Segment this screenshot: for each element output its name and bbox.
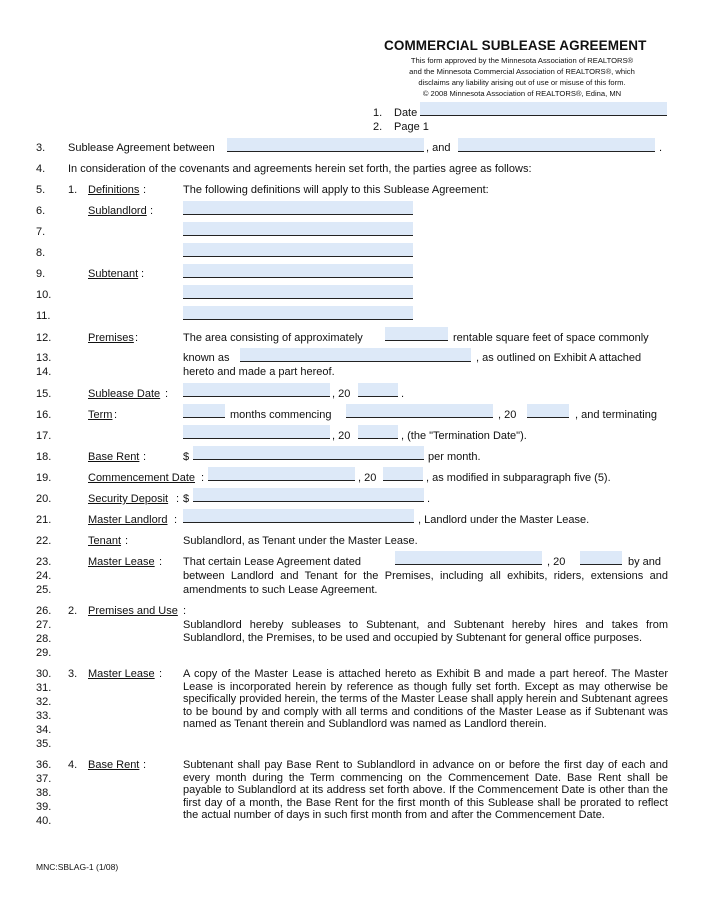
term-text: months commencing <box>230 409 332 421</box>
line-number: 15. <box>36 388 52 400</box>
premises-text: rentable square feet of space commonly <box>453 332 649 344</box>
copyright-line: © 2008 Minnesota Association of REALTORS®, Edina, MN <box>422 89 622 98</box>
commencement-note: , as modified in subparagraph five (5). <box>426 472 611 484</box>
and-text: , and <box>426 142 451 154</box>
line-number: 21. <box>36 514 52 526</box>
line-number: 25. <box>36 584 52 596</box>
year-prefix: , 20 <box>498 409 517 421</box>
master-landlord-note: , Landlord under the Master Lease. <box>418 514 590 526</box>
approval-line-1: This form approved by the Minnesota Association of REALTORS® <box>410 56 634 65</box>
colon: : <box>141 268 145 280</box>
premises-and-use-text: Sublandlord hereby subleases to Subtenant, and Subtenant hereby hires and takes from Sublandlord, the Premises, to be used and occupied by Subtenant for general office purposes. <box>183 619 668 644</box>
colon: : <box>125 535 129 547</box>
base-rent-heading: Base Rent <box>88 759 140 771</box>
section-number: 4. <box>68 759 78 771</box>
premises-text: The area consisting of approximately <box>183 332 363 344</box>
master-lease-label: Master Lease <box>88 556 155 568</box>
premises-and-use-heading: Premises and Use <box>88 605 178 617</box>
master-landlord-field[interactable] <box>183 509 414 523</box>
dollar-sign: $ <box>183 493 190 505</box>
sublandlord-label: Sublandlord <box>88 205 147 217</box>
line-number: 3. <box>36 142 46 154</box>
line-number: 27. <box>36 619 52 631</box>
line-number: 31. <box>36 682 52 694</box>
subtenant-party-field[interactable] <box>458 138 655 152</box>
approval-line-3: disclaims any liability arising out of use or misuse of this form. <box>418 78 626 87</box>
period: . <box>659 142 663 154</box>
line-number: 33. <box>36 710 52 722</box>
line-number: 11. <box>36 310 51 322</box>
colon: : <box>183 605 187 617</box>
section-number: 1. <box>68 184 78 196</box>
lease-date-field[interactable] <box>395 551 542 565</box>
date-label: Date <box>394 107 418 119</box>
page-label: Page 1 <box>394 121 429 133</box>
tenant-label: Tenant <box>88 535 122 547</box>
commencement-year-field[interactable] <box>383 467 423 481</box>
line-number: 28. <box>36 633 52 645</box>
year-prefix: , 20 <box>358 472 377 484</box>
line-number: 38. <box>36 787 52 799</box>
form-title: COMMERCIAL SUBLEASE AGREEMENT <box>384 38 647 53</box>
square-feet-field[interactable] <box>385 327 448 341</box>
line-number: 20. <box>36 493 52 505</box>
line-number: 16. <box>36 409 52 421</box>
consideration-text: In consideration of the covenants and agreements herein set forth, the parties agree as follows: <box>68 163 532 175</box>
premises-text: hereto and made a part hereof. <box>183 366 335 378</box>
premises-label: Premises <box>88 332 134 344</box>
line-number: 12. <box>36 332 52 344</box>
lease-year-field[interactable] <box>580 551 622 565</box>
termination-date-field[interactable] <box>183 425 330 439</box>
year-prefix: , 20 <box>332 388 351 400</box>
master-lease-heading: Master Lease <box>88 668 155 680</box>
security-deposit-label: Security Deposit <box>88 493 169 505</box>
term-text: , and terminating <box>575 409 657 421</box>
term-start-field[interactable] <box>346 404 493 418</box>
line-number: 26. <box>36 605 52 617</box>
line-number: 30. <box>36 668 52 680</box>
line-number: 14. <box>36 366 52 378</box>
colon: : <box>143 451 147 463</box>
base-rent-section-text: Subtenant shall pay Base Rent to Sublandlord in advance on or before the first day of each and every month during the Term commencing on the Commencement Date. Base Rent shall be payable to Sublandlord at its address set forth above. If the Commencement Date is other than the first day of a month, the Base Rent for the first month of this Sublease shall be prorated to reflect the actual number of days in such first month from and after the Commencement Date. <box>183 759 668 822</box>
line-number: 32. <box>36 696 52 708</box>
approval-line-2: and the Minnesota Commercial Association of REALTORS®, which <box>409 67 635 76</box>
termination-year-field[interactable] <box>358 425 398 439</box>
term-months-field[interactable] <box>183 404 225 418</box>
known-as-field[interactable] <box>240 348 471 362</box>
line-number: 36. <box>36 759 52 771</box>
definitions-heading: Definitions <box>88 184 140 196</box>
colon: : <box>201 472 205 484</box>
master-lease-text: That certain Lease Agreement dated <box>183 556 361 568</box>
term-label: Term <box>88 409 113 421</box>
date-field[interactable] <box>420 102 667 116</box>
form-code: MNC:SBLAG-1 (1/08) <box>36 862 119 872</box>
colon: : <box>114 409 118 421</box>
line-number: 2. <box>373 121 383 133</box>
line-number: 37. <box>36 773 52 785</box>
subtenant-label: Subtenant <box>88 268 139 280</box>
line-number: 29. <box>36 647 52 659</box>
base-rent-label: Base Rent <box>88 451 140 463</box>
line-number: 22. <box>36 535 52 547</box>
definitions-intro: The following definitions will apply to this Sublease Agreement: <box>183 184 489 196</box>
term-start-year-field[interactable] <box>527 404 569 418</box>
dollar-sign: $ <box>183 451 190 463</box>
line-number: 10. <box>36 289 52 301</box>
line-number: 13. <box>36 352 52 364</box>
sublease-date-label: Sublease Date <box>88 388 161 400</box>
security-deposit-field[interactable] <box>193 488 424 502</box>
master-lease-text: by and <box>628 556 662 568</box>
commencement-date-field[interactable] <box>208 467 355 481</box>
sublandlord-field-2[interactable] <box>183 222 413 236</box>
sublease-date-field[interactable] <box>183 383 330 397</box>
line-number: 6. <box>36 205 46 217</box>
subtenant-field-1[interactable] <box>183 264 413 278</box>
line-number: 23. <box>36 556 52 568</box>
section-number: 2. <box>68 605 78 617</box>
premises-text: known as <box>183 352 230 364</box>
line-number: 9. <box>36 268 46 280</box>
line-number: 17. <box>36 430 52 442</box>
colon: : <box>159 668 163 680</box>
sublandlord-party-field[interactable] <box>227 138 424 152</box>
year-prefix: , 20 <box>547 556 566 568</box>
line-number: 5. <box>36 184 46 196</box>
line-number: 7. <box>36 226 46 238</box>
commencement-date-label: Commencement Date <box>88 472 195 484</box>
premises-text: , as outlined on Exhibit A attached <box>476 352 642 364</box>
section-number: 3. <box>68 668 78 680</box>
line-number: 18. <box>36 451 52 463</box>
colon: : <box>143 184 147 196</box>
period: . <box>401 388 405 400</box>
line-number: 24. <box>36 570 52 582</box>
colon: : <box>143 759 147 771</box>
colon: : <box>176 493 180 505</box>
period: . <box>427 493 431 505</box>
line-number: 34. <box>36 724 52 736</box>
parties-intro: Sublease Agreement between <box>68 142 215 154</box>
sublease-year-field[interactable] <box>358 383 398 397</box>
master-lease-section-text: A copy of the Master Lease is attached hereto as Exhibit B and made a part hereof. The Master Lease is incorporated herein by reference as though fully set forth. Except as may otherwise be specifically provided herein, the terms of the Master Lease shall apply herein and Subtenant agrees to be bound by and comply with all terms and conditions of the Master Lease as if Subtenant was named as Tenant therein and Sublandlord was named as Landlord therein. <box>183 668 668 731</box>
subtenant-field-2[interactable] <box>183 285 413 299</box>
line-number: 4. <box>36 163 46 175</box>
per-month-text: per month. <box>428 451 481 463</box>
master-lease-text: between Landlord and Tenant for the Premises, including all exhibits, riders, extensions and <box>183 570 668 582</box>
colon: : <box>174 514 178 526</box>
colon: : <box>165 388 169 400</box>
line-number: 19. <box>36 472 52 484</box>
line-number: 8. <box>36 247 46 259</box>
year-prefix: , 20 <box>332 430 351 442</box>
subtenant-field-3[interactable] <box>183 306 413 320</box>
line-number: 35. <box>36 738 52 750</box>
sublandlord-field-1[interactable] <box>183 201 413 215</box>
master-lease-text: amendments to such Lease Agreement. <box>183 584 378 596</box>
line-number: 1. <box>373 107 383 119</box>
colon: : <box>150 205 154 217</box>
colon: : <box>159 556 163 568</box>
sublandlord-field-3[interactable] <box>183 243 413 257</box>
master-landlord-label: Master Landlord <box>88 514 168 526</box>
base-rent-field[interactable] <box>193 446 424 460</box>
line-number: 39. <box>36 801 52 813</box>
colon: : <box>135 332 139 344</box>
termination-note: , (the "Termination Date"). <box>401 430 527 442</box>
tenant-definition: Sublandlord, as Tenant under the Master Lease. <box>183 535 418 547</box>
line-number: 40. <box>36 815 52 827</box>
